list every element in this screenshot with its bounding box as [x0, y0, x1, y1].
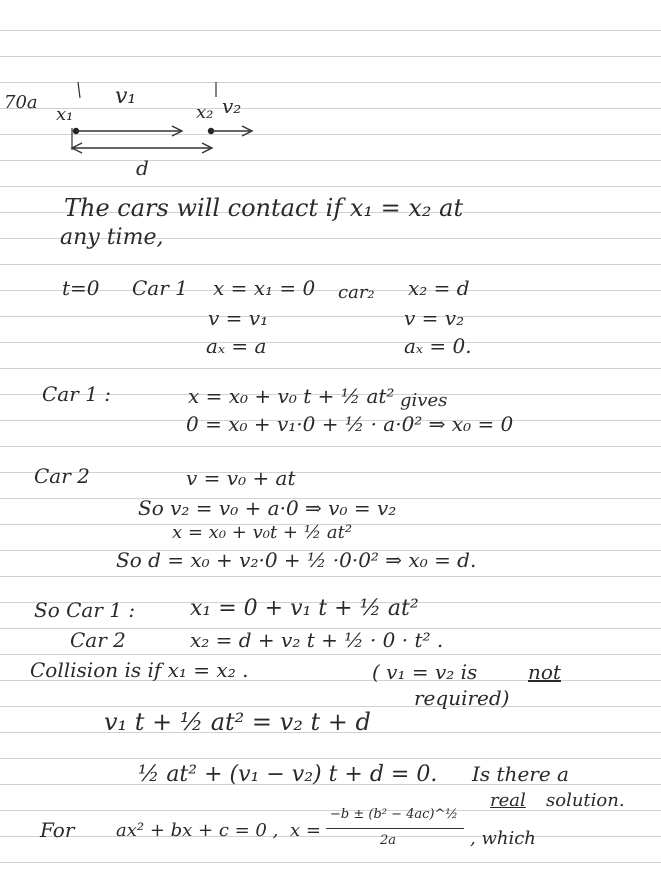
- car-diagram: [0, 0, 661, 200]
- diagram-x1-label: x₁: [56, 104, 74, 125]
- intro-line-2: any time,: [60, 225, 164, 250]
- car1-x0-derivation: 0 = x₀ + v₁·0 + ½ · a·0² ⇒ x₀ = 0: [186, 412, 514, 436]
- car1-a-init: aₓ = a: [206, 334, 267, 358]
- equality-equation: v₁ t + ½ at² = v₂ t + d: [104, 708, 371, 736]
- car2-section-label: Car 2: [34, 464, 90, 488]
- t0-label: t=0: [62, 276, 100, 300]
- car2-x0-derivation: So d = x₀ + v₂·0 + ½ ·0·0² ⇒ x₀ = d.: [116, 548, 477, 572]
- car2-x-init: x₂ = d: [408, 276, 470, 300]
- diagram-v1-label: v₁: [115, 84, 137, 109]
- car2-position-equation: x = x₀ + v₀t + ½ at²: [172, 522, 353, 543]
- car1-x-init: x = x₁ = 0: [213, 276, 316, 300]
- summary-car1-equation: x₁ = 0 + v₁ t + ½ at²: [190, 596, 419, 621]
- car2-label-init: car₂: [338, 282, 375, 303]
- quadratic-equation: ½ at² + (v₁ − v₂) t + d = 0.: [138, 762, 438, 787]
- car2-v-init: v = v₂: [404, 306, 465, 330]
- diagram-x2-label: x₂: [196, 102, 214, 123]
- problem-label: 70a: [4, 92, 38, 113]
- intro-line-1: The cars will contact if x₁ = x₂ at: [64, 194, 464, 222]
- x1-tick: [78, 82, 80, 98]
- car1-v-init: v = v₁: [208, 306, 269, 330]
- question-line-1: Is there a: [472, 762, 569, 786]
- formula-quadratic: ax² + bx + c = 0 ,: [116, 820, 279, 841]
- summary-car2-label: Car 2: [70, 628, 126, 652]
- diagram-v2-label: v₂: [222, 94, 242, 118]
- note-required: required): [414, 686, 510, 710]
- formula-x-eq: x =: [290, 820, 321, 841]
- car2-v0-derivation: So v₂ = v₀ + a·0 ⇒ v₀ = v₂: [138, 496, 397, 520]
- summary-car1-label: So Car 1 :: [34, 598, 136, 622]
- gives-label: gives: [400, 390, 448, 411]
- question-solution: solution.: [546, 790, 625, 811]
- diagram-d-label: d: [136, 156, 149, 180]
- car2-a-init: aₓ = 0.: [404, 334, 472, 358]
- summary-car2-equation: x₂ = d + v₂ t + ½ · 0 · t² .: [190, 628, 444, 652]
- formula-for: For: [40, 818, 75, 842]
- question-real: real: [490, 790, 526, 811]
- note-paren: ( v₁ = v₂ is: [372, 660, 478, 684]
- fraction-bar: [326, 828, 464, 829]
- car1-section-label: Car 1 :: [42, 382, 111, 406]
- collision-condition: Collision is if x₁ = x₂ .: [30, 658, 249, 682]
- car1-label: Car 1: [132, 276, 188, 300]
- formula-denominator: 2a: [380, 833, 397, 848]
- note-not: not: [528, 660, 561, 684]
- formula-numerator: −b ± (b² − 4ac)^½: [330, 807, 459, 822]
- formula-tail: , which: [470, 828, 536, 849]
- car1-position-equation: x = x₀ + v₀ t + ½ at²: [188, 384, 395, 408]
- car2-velocity-equation: v = v₀ + at: [186, 466, 296, 490]
